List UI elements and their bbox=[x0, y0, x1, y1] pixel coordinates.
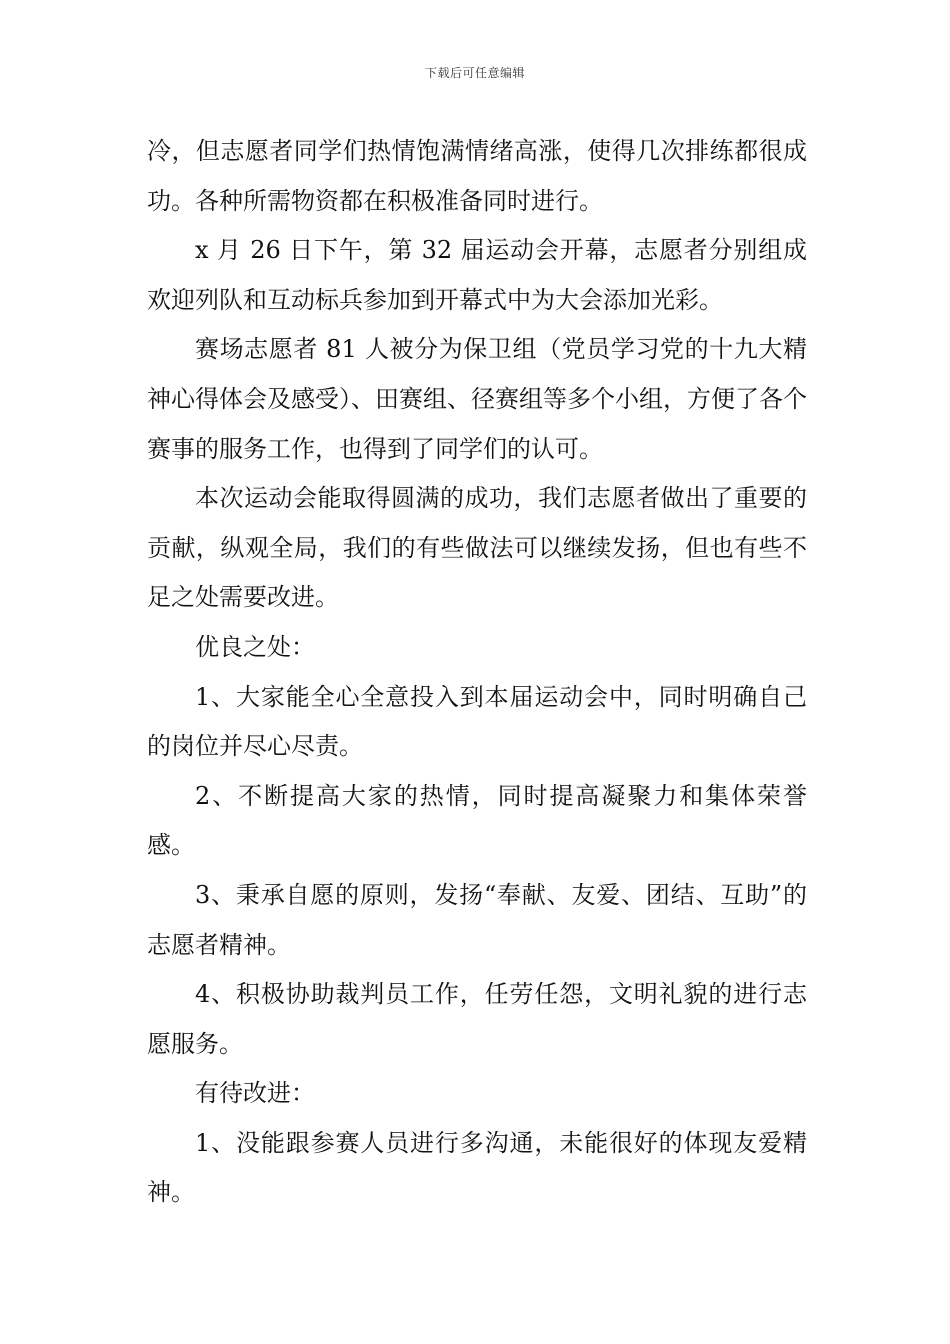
paragraph-summary: 本次运动会能取得圆满的成功，我们志愿者做出了重要的贡献，纵观全局，我们的有些做法可以继续发扬，但也有些不足之处需要改进。 bbox=[147, 484, 807, 612]
paragraph-volunteer-groups: 赛场志愿者 81 人被分为保卫组（党员学习党的十九大精神心得体会及感受）、田赛组、径赛组等多个小组，方便了各个赛事的服务工作，也得到了同学们的认可。 bbox=[147, 335, 807, 463]
page-header: 下载后可任意编辑 bbox=[424, 66, 525, 80]
paragraph-opening-ceremony: x 月 26 日下午，第 32 届运动会开幕，志愿者分别组成欢迎列队和互动标兵参加到开幕式中为大会添加光彩。 bbox=[147, 236, 807, 314]
list-item-strength-2: 2、不断提高大家的热情，同时提高凝聚力和集体荣誉感。 bbox=[147, 781, 807, 860]
section-heading-improvements: 有待改进： bbox=[195, 1079, 315, 1108]
section-heading-strengths: 优良之处： bbox=[195, 632, 315, 661]
paragraph-intro-continued: 冷，但志愿者同学们热情饱满情绪高涨，使得几次排练都很成功。各种所需物资都在积极准备同时进行。 bbox=[147, 137, 807, 215]
document-body bbox=[147, 127, 807, 1218]
list-item-strength-4: 4、积极协助裁判员工作，任劳任怨，文明礼貌的进行志愿服务。 bbox=[147, 980, 807, 1058]
list-item-improvement-1: 1、没能跟参赛人员进行多沟通，未能很好的体现友爱精神。 bbox=[147, 1128, 807, 1207]
list-item-strength-1: 1、大家能全心全意投入到本届运动会中，同时明确自己的岗位并尽心尽责。 bbox=[147, 682, 807, 761]
list-item-strength-3: 3、秉承自愿的原则，发扬“奉献、友爱、团结、互助”的志愿者精神。 bbox=[147, 880, 807, 959]
